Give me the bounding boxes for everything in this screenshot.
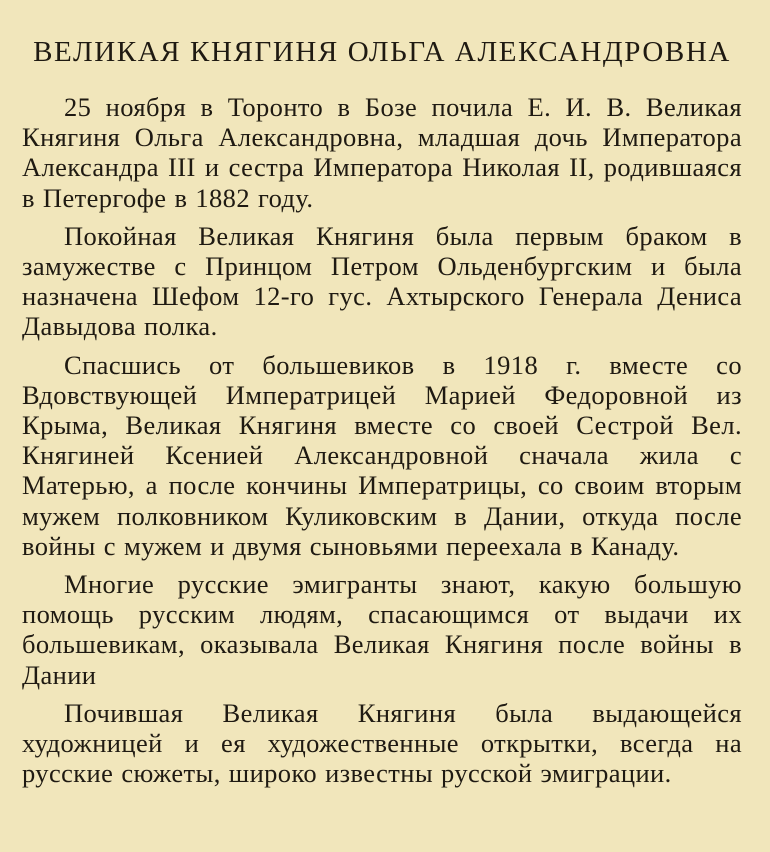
article-paragraph-3: Спасшись от большевиков в 1918 г. вместе со Вдовствующей Императрицей Марией Федоровной из Крыма, Великая Княгиня вместе со своей Сестрой Вел. Княгиней Ксенией Александровной сначала жила с Матерью, а после кончины Императрицы, со своим вторым мужем полковником Куликовским в Дании, откуда после войны с мужем и двумя сыновьями переехала в Канаду.: [22, 349, 742, 561]
article-paragraph-4: Многие русские эмигранты знают, какую большую помощь русским людям, спасающимся от выдачи их большевикам, оказывала Великая Княгиня после войны в Дании: [22, 569, 742, 690]
article-paragraph-1: 25 ноября в Торонто в Бозе почила Е. И. В. Великая Княгиня Ольга Александровна, младшая дочь Императора Александра III и сестра Императора Николая II, родившаяся в Петергофе в 1882 году.: [22, 92, 742, 213]
article-title: ВЕЛИКАЯ КНЯГИНЯ ОЛЬГА АЛЕКСАНДРОВНА: [33, 36, 731, 68]
article-paragraph-5: Почившая Великая Княгиня была выдающейся художницей и ея художественные открытки, всегда на русские сюжеты, широко известны русской эмиграции.: [22, 697, 742, 789]
article-paragraph-2: Покойная Великая Княгиня была первым браком в замужестве с Принцом Петром Ольденбургским и была назначена Шефом 12-го гус. Ахтырского Генерала Дениса Давыдова полка.: [22, 220, 742, 342]
